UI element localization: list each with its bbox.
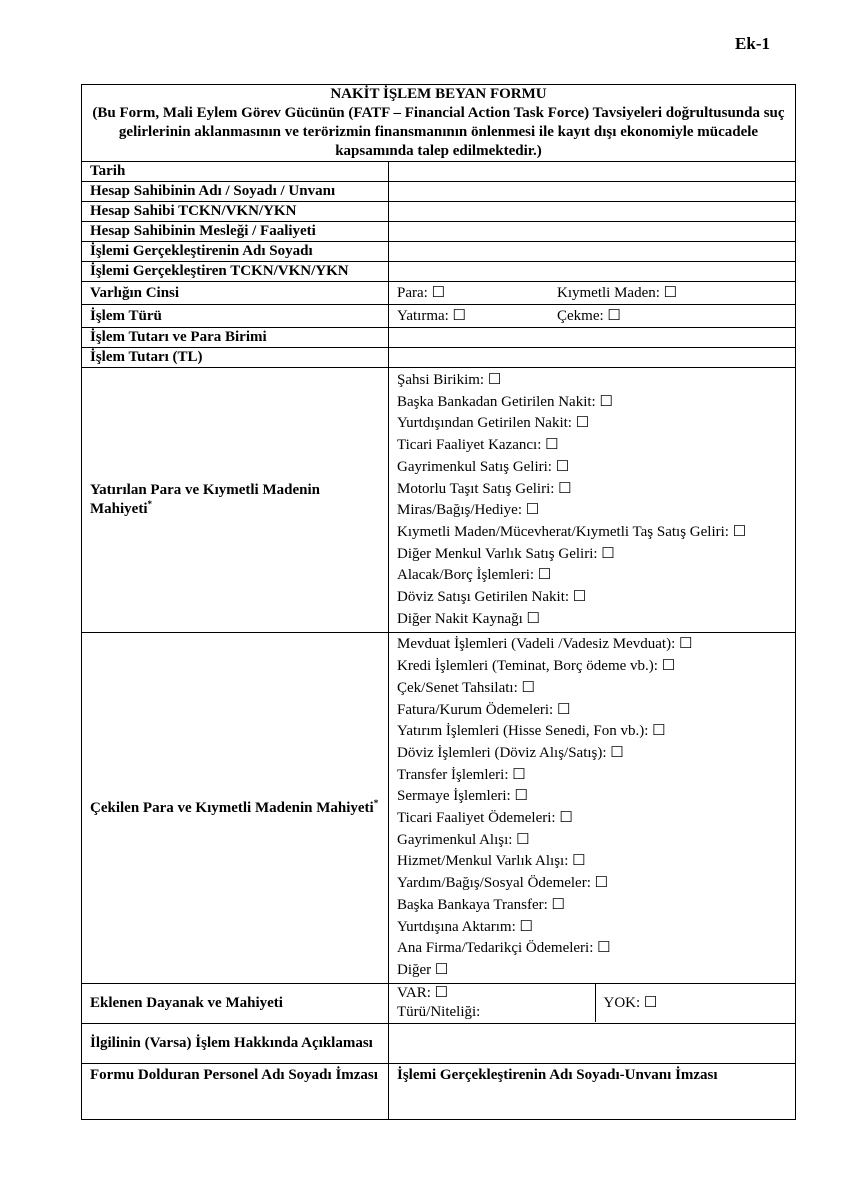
- attachment-type-label: Türü/Niteliği:: [397, 1004, 481, 1021]
- holder-name-label: Hesap Sahibinin Adı / Soyadı / Unvanı: [82, 182, 389, 202]
- holder-id-value-cell[interactable]: [389, 202, 796, 222]
- holder-id-label: Hesap Sahibi TCKN/VKN/YKN: [82, 202, 389, 222]
- explanation-label: İlgilinin (Varsa) İşlem Hakkında Açıklaması: [82, 1023, 389, 1063]
- withdraw-option[interactable]: Gayrimenkul Alışı: ☐: [397, 831, 530, 848]
- deposit-option[interactable]: Miras/Bağış/Hediye: ☐: [397, 502, 540, 519]
- transaction-type-options: [389, 305, 796, 328]
- withdraw-option[interactable]: Çek/Senet Tahsilatı: ☐: [397, 679, 535, 696]
- deposit-options-list: [397, 370, 787, 630]
- transaction-option-withdraw[interactable]: Çekme: ☐: [557, 307, 621, 324]
- withdraw-nature-label: [82, 633, 389, 983]
- deposit-option[interactable]: Döviz Satışı Getirilen Nakit: ☐: [397, 589, 587, 606]
- date-label: Tarih: [82, 162, 389, 182]
- attached-doc-cell: [389, 983, 796, 1023]
- withdraw-option[interactable]: Diğer ☐: [397, 961, 449, 978]
- transaction-option-deposit[interactable]: Yatırma: ☐: [397, 307, 467, 324]
- deposit-option[interactable]: Diğer Menkul Varlık Satış Geliri: ☐: [397, 545, 615, 562]
- amount-currency-value-cell[interactable]: [389, 328, 796, 348]
- holder-name-value-cell[interactable]: [389, 182, 796, 202]
- deposit-option[interactable]: Şahsi Birikim: ☐: [397, 372, 502, 388]
- deposit-option[interactable]: Gayrimenkul Satış Geliri: ☐: [397, 458, 570, 475]
- attached-doc-label: Eklenen Dayanak ve Mahiyeti: [82, 983, 389, 1023]
- executor-signature-label: İşlemi Gerçekleştirenin Adı Soyadı-Unvanı İmzası: [389, 1063, 796, 1119]
- asset-option-precious-metal[interactable]: Kıymetli Maden: ☐: [557, 284, 678, 301]
- cash-transaction-form: [81, 84, 796, 1120]
- form-header: [82, 85, 796, 162]
- withdraw-option[interactable]: Yardım/Bağış/Sosyal Ödemeler: ☐: [397, 875, 609, 892]
- withdraw-options-cell: [389, 633, 796, 983]
- deposit-option[interactable]: Yurtdışından Getirilen Nakit: ☐: [397, 415, 590, 432]
- amount-currency-label: İşlem Tutarı ve Para Birimi: [82, 328, 389, 348]
- executor-id-label: İşlemi Gerçekleştiren TCKN/VKN/YKN: [82, 262, 389, 282]
- deposit-option[interactable]: Kıymetli Maden/Mücevherat/Kıymetli Taş Satış Geliri: ☐: [397, 523, 747, 540]
- withdraw-option[interactable]: Ticari Faaliyet Ödemeleri: ☐: [397, 810, 573, 827]
- executor-name-value-cell[interactable]: [389, 242, 796, 262]
- withdraw-option[interactable]: Yatırım İşlemleri (Hisse Senedi, Fon vb.): ☐: [397, 723, 666, 740]
- attachment-var-option[interactable]: VAR: ☐: [397, 985, 449, 1002]
- attachment-options: [389, 984, 795, 1022]
- withdraw-option[interactable]: Sermaye İşlemleri: ☐: [397, 788, 528, 805]
- footnote-mark: *: [373, 797, 379, 808]
- deposit-option[interactable]: Motorlu Taşıt Satış Geliri: ☐: [397, 480, 572, 497]
- withdraw-option[interactable]: Transfer İşlemleri: ☐: [397, 766, 526, 783]
- holder-job-label: Hesap Sahibinin Mesleği / Faaliyeti: [82, 222, 389, 242]
- annex-label: Ek-1: [735, 34, 770, 53]
- explanation-value-cell[interactable]: [389, 1023, 796, 1063]
- executor-name-label: İşlemi Gerçekleştirenin Adı Soyadı: [82, 242, 389, 262]
- deposit-nature-label: [82, 368, 389, 633]
- holder-job-value-cell[interactable]: [389, 222, 796, 242]
- withdraw-nature-text: Çekilen Para ve Kıymetli Madenin Mahiyeti: [90, 799, 374, 816]
- attachment-var-cell: [389, 984, 595, 1022]
- asset-option-money[interactable]: Para: ☐: [397, 284, 446, 301]
- deposit-option[interactable]: Alacak/Borç İşlemleri: ☐: [397, 567, 552, 584]
- deposit-nature-text: Yatırılan Para ve Kıymetli Madenin Mahiyeti: [90, 482, 320, 518]
- deposit-option[interactable]: Diğer Nakit Kaynağı ☐: [397, 610, 540, 627]
- withdraw-option[interactable]: Ana Firma/Tedarikçi Ödemeleri: ☐: [397, 940, 611, 957]
- withdraw-option[interactable]: Fatura/Kurum Ödemeleri: ☐: [397, 701, 571, 718]
- withdraw-option[interactable]: Döviz İşlemleri (Döviz Alış/Satış): ☐: [397, 744, 624, 761]
- asset-type-options: [389, 282, 796, 305]
- withdraw-option[interactable]: Mevduat İşlemleri (Vadeli /Vadesiz Mevduat): ☐: [397, 636, 693, 653]
- withdraw-options-list: [397, 634, 787, 981]
- amount-tl-value-cell[interactable]: [389, 348, 796, 368]
- attachment-yok-option[interactable]: YOK: ☐: [603, 994, 658, 1011]
- deposit-options-cell: [389, 368, 796, 633]
- deposit-option[interactable]: Başka Bankadan Getirilen Nakit: ☐: [397, 393, 613, 410]
- withdraw-option[interactable]: Yurtdışına Aktarım: ☐: [397, 918, 533, 935]
- staff-signature-label: Formu Dolduran Personel Adı Soyadı İmzası: [82, 1063, 389, 1119]
- form-title: NAKİT İŞLEM BEYAN FORMU: [330, 86, 547, 102]
- executor-id-value-cell[interactable]: [389, 262, 796, 282]
- withdraw-option[interactable]: Kredi İşlemleri (Teminat, Borç ödeme vb.): ☐: [397, 658, 676, 675]
- attachment-yok-cell: [595, 984, 795, 1022]
- form-subtitle: (Bu Form, Mali Eylem Görev Gücünün (FATF – Financial Action Task Force) Tavsiyeleri doğrultusunda suç gelirlerinin aklanmasının ve terörizmin finansmanının önlenmesi ile kayıt dışı ekonomiyle mücadele kapsamında talep edilmektedir.): [92, 105, 785, 159]
- footnote-mark: *: [147, 499, 152, 510]
- asset-type-label: Varlığın Cinsi: [82, 282, 389, 305]
- withdraw-option[interactable]: Hizmet/Menkul Varlık Alışı: ☐: [397, 853, 586, 870]
- date-value-cell[interactable]: [389, 162, 796, 182]
- transaction-type-label: İşlem Türü: [82, 305, 389, 328]
- withdraw-option[interactable]: Başka Bankaya Transfer: ☐: [397, 896, 566, 913]
- deposit-option[interactable]: Ticari Faaliyet Kazancı: ☐: [397, 437, 559, 454]
- amount-tl-label: İşlem Tutarı (TL): [82, 348, 389, 368]
